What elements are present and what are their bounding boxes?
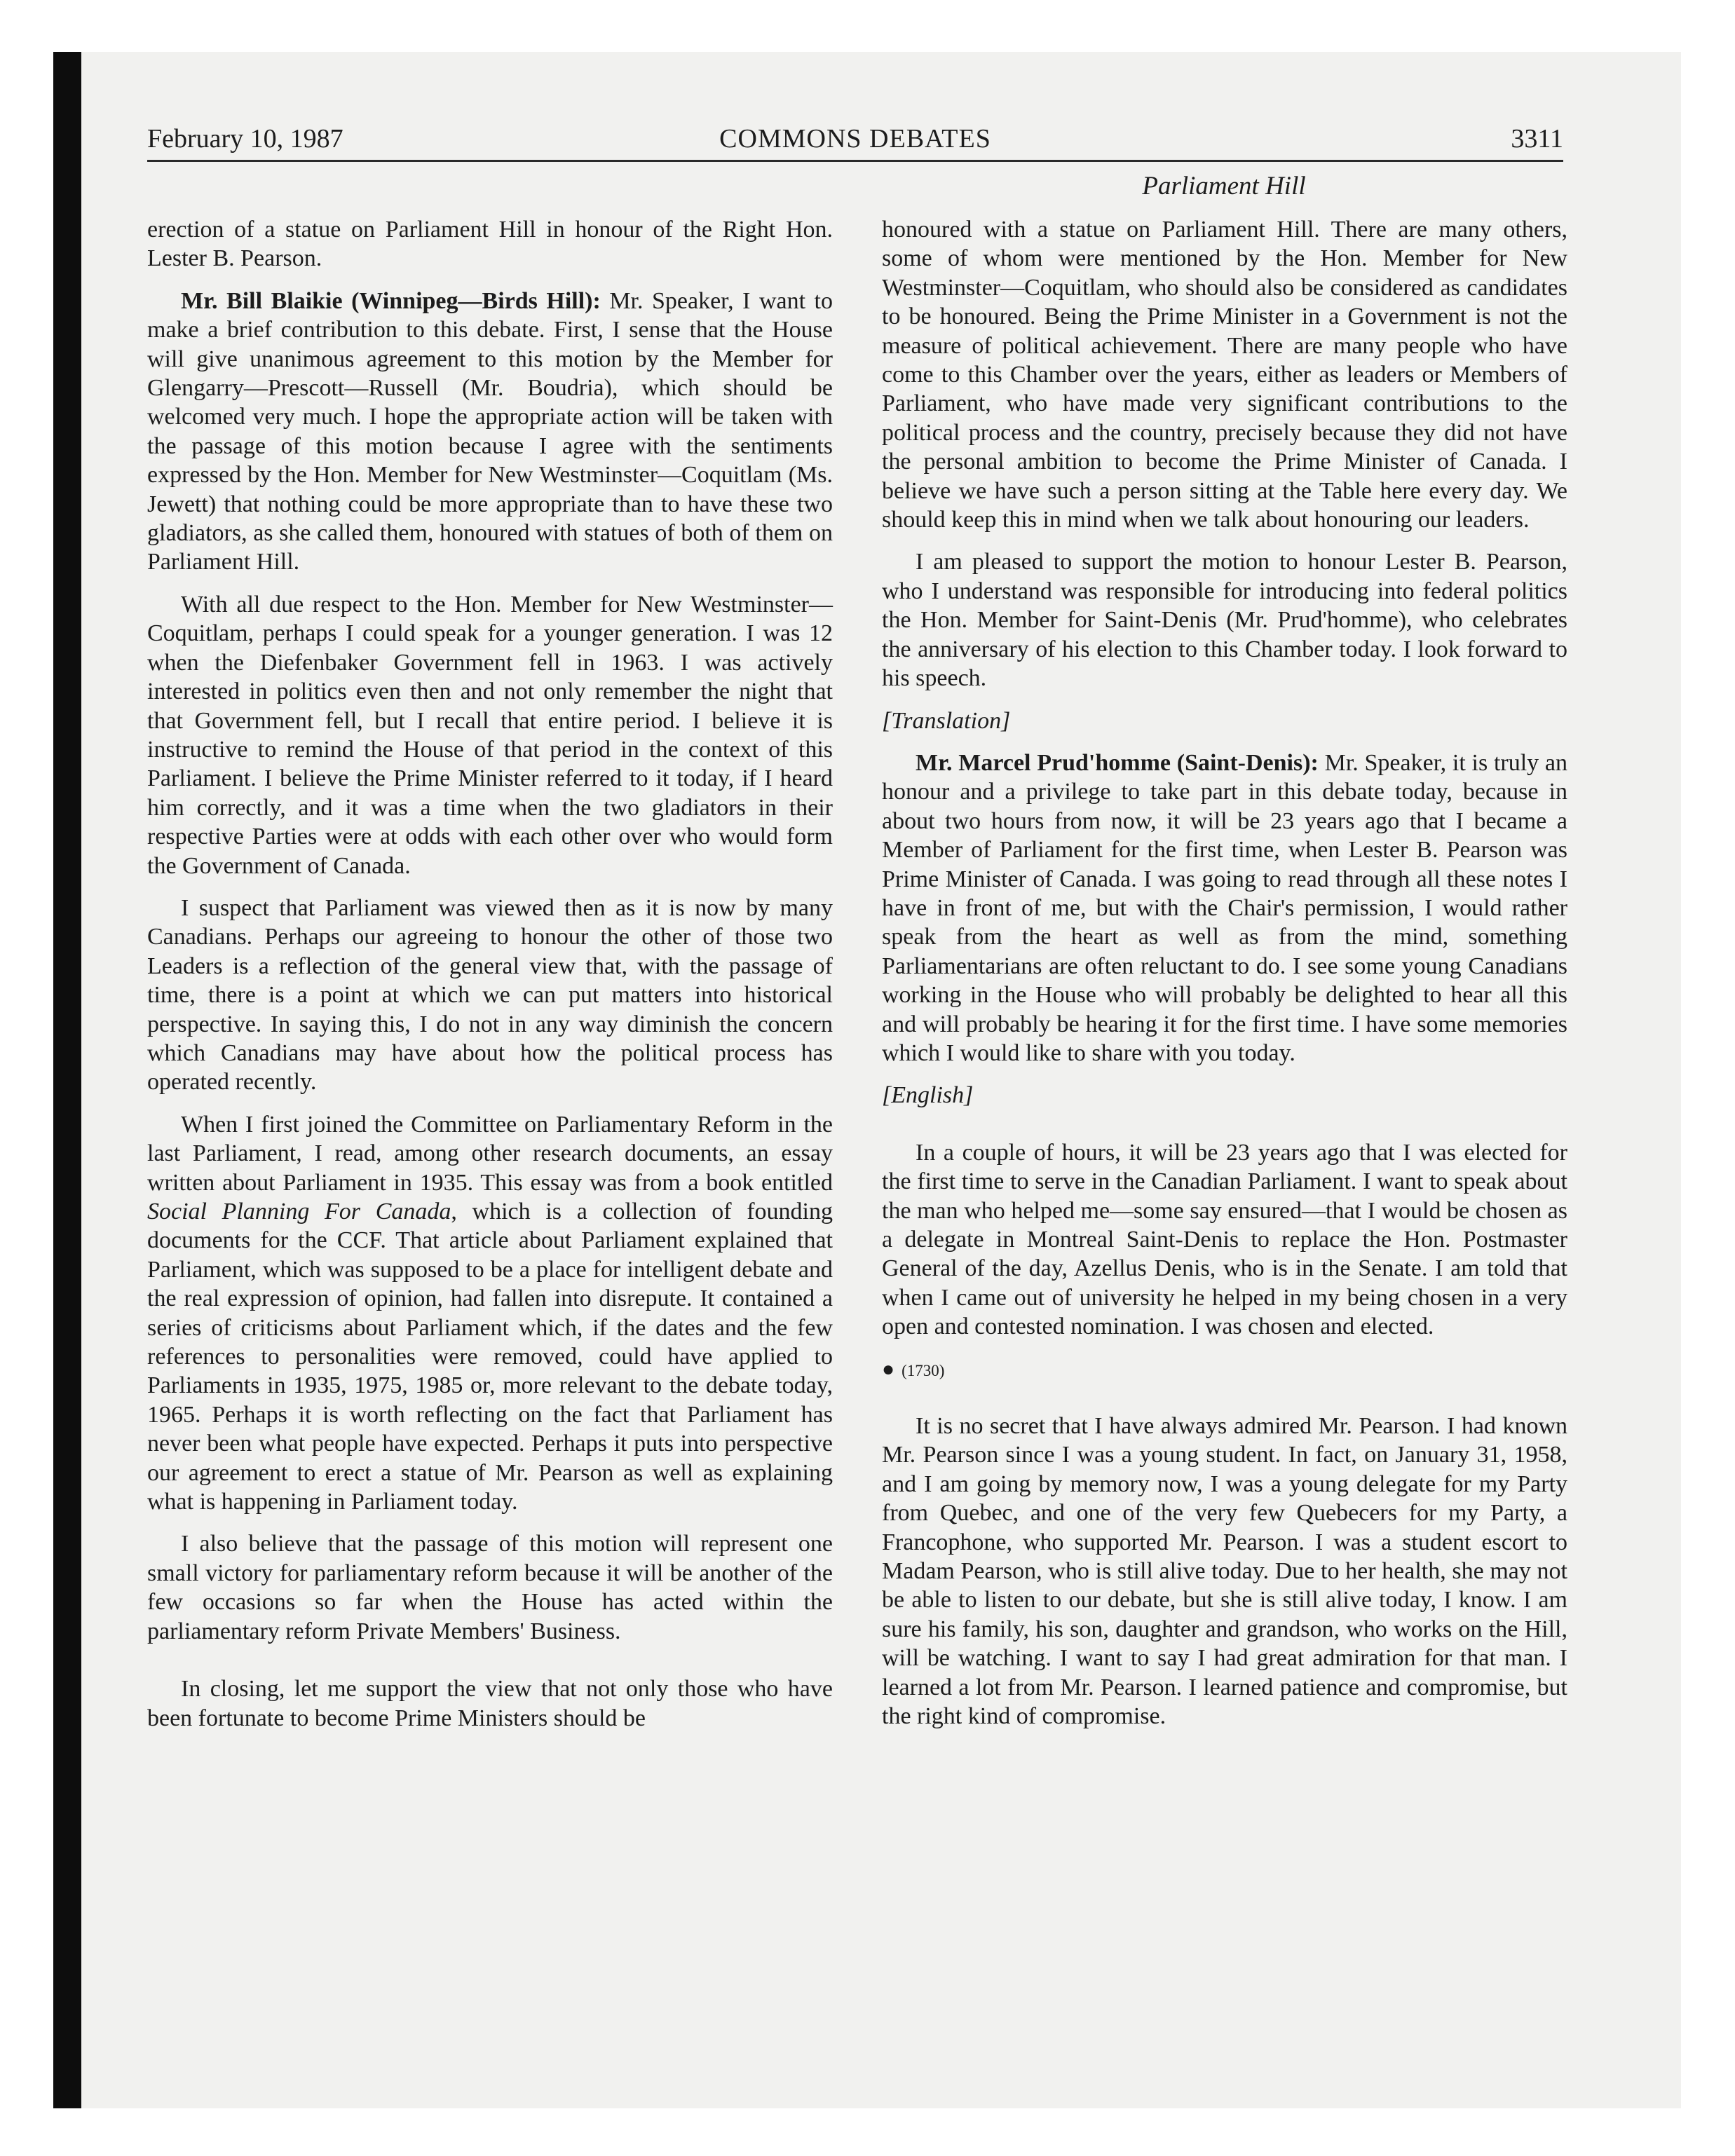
paragraph [882, 749, 1567, 1067]
speech-text: , which is a collection of founding documents for the CCF. That article about Parliament explained that Parliament, which was supposed to be a place for intelligent debate and the real expression of opinion, had fallen into disrepute. It contained a series of criticisms about Parliament which, if the dates and the few references to personalities were removed, could have applied to Parliaments in 1935, 1975, 1985 or, more relevant to the debate today, 1965. Perhaps it is worth reflecting on the fact that Parliament has never been what people have expected. Perhaps it puts into perspective our agreement to erect a statue of Mr. Pearson as well as explaining what is happening in Parliament today. [147, 1199, 833, 1515]
paragraph: honoured with a statue on Parliament Hill. There are many others, some of whom were mentioned by the Hon. Member for New Westminster—Coquitlam, who should also be considered as candidates to be honoured. Being the Prime Minister in a Government is not the measure of political achievement. There are many people who have come to this Chamber over the years, either as leaders or Members of Parliament, who have made very significant contributions to the political process and the country, precisely because they did not have the personal ambition to become the Prime Minister of Canada. I believe we have such a person sitting at the Table here every day. We should keep this in mind when we talk about honouring our leaders. [882, 217, 1567, 533]
spacer [147, 1659, 833, 1674]
header-date: February 10, 1987 [147, 124, 343, 153]
section-subheader: Parliament Hill [1142, 172, 1306, 200]
paragraph: With all due respect to the Hon. Member for New Westminster—Coquitlam, perhaps I could speak for a younger generation. I was 12 when the Diefenbaker Government fell in 1963. I was actively interested in politics even then and not only remember the night that that Government fell, but I recall that entire period. I believe it is instructive to remind the House of that period in the context of this Parliament. I believe the Prime Minister referred to it today, if I heard him correctly, and it was a time when the two gladiators in their respective Parties were at odds with each other over who would form the Government of Canada. [147, 591, 833, 879]
book-title: Social Planning For Canada [147, 1199, 451, 1224]
left-column [147, 215, 833, 1746]
bullet-icon: ● [882, 1357, 895, 1381]
header-title: COMMONS DEBATES [719, 124, 991, 153]
header-rule [147, 160, 1563, 162]
page-number: 3311 [1511, 124, 1563, 153]
page-header [147, 119, 1563, 158]
paragraph: In closing, let me support the view that not only those who have been fortunate to become Prime Ministers should be [147, 1676, 833, 1731]
paragraph [147, 287, 833, 577]
paragraph: I also believe that the passage of this motion will represent one small victory for parliamentary reform because it will be another of the few occasions so far when the House has acted within the parliamentary reform Private Members' Business. [147, 1531, 833, 1644]
paragraph [147, 1110, 833, 1517]
speaker-name: Mr. Marcel Prud'homme (Saint-Denis): [916, 749, 1319, 776]
speaker-name: Mr. Bill Blaikie (Winnipeg—Birds Hill): [181, 287, 601, 314]
paragraph: erection of a statue on Parliament Hill in honour of the Right Hon. Lester B. Pearson. [147, 217, 833, 272]
paragraph: I am pleased to support the motion to honour Lester B. Pearson, who I understand was responsible for introducing into federal politics the Hon. Member for Saint-Denis (Mr. Prud'homme), who celebrates the anniversary of his election to this Chamber today. I look forward to his speech. [882, 549, 1567, 692]
speech-text: Mr. Speaker, it is truly an honour and a privilege to take part in this debate today, because in about two hours from now, it will be 23 years ago that I became a Member of Parliament for the first time, when Lester B. Pearson was Prime Minister of Canada. I was going to read through all these notes I have in front of me, but with the Chair's permission, I would rather speak from the heart as well as from the mind, something Parliamentarians are often reluctant to do. I see some young Canadians working in the House who will probably be delighted to hear all this and will probably be hearing it for the first time. I have some memories which I would like to share with you today. [882, 749, 1567, 1066]
timestamp-text: (1730) [901, 1361, 945, 1379]
english-tag: [English] [882, 1082, 974, 1109]
scan-border [53, 52, 81, 2108]
speech-text: When I first joined the Committee on Parliamentary Reform in the last Parliament, I read, among other research documents, an essay written about Parliament in 1935. This essay was from a book entitled [147, 1111, 833, 1196]
paragraph: I suspect that Parliament was viewed then as it is now by many Canadians. Perhaps our agreeing to honour the other of those two Leaders is a reflection of the general view that, with the passage of time, there is a point at which we can put matters into historical perspective. In saying this, I do not in any way diminish the concern which Canadians may have about how the political process has operated recently. [147, 894, 833, 1096]
speech-text: Mr. Speaker, I want to make a brief contribution to this debate. First, I sense that the House will give unanimous agreement to this motion by the Member for Glengarry—Prescott—Russell (Mr. Boudria), which should be welcomed very much. I hope the appropriate action will be taken with the passage of this motion because I agree with the sentiments expressed by the Hon. Member for New Westminster—Coquitlam (Ms. Jewett) that nothing could be more appropriate than to have these two gladiators, as she called them, honoured with statues of both of them on Parliament Hill. [147, 287, 833, 575]
timestamp [882, 1355, 1567, 1385]
paragraph: In a couple of hours, it will be 23 years ago that I was elected for the first time to serve in the Canadian Parliament. I want to speak about the man who helped me—some say ensured—that I would be chosen as a delegate in Montreal Saint-Denis to replace the Hon. Postmaster General of the day, Azellus Denis, who is in the Senate. I am told that when I came out of university he helped in my being chosen in a very open and contested nomination. I was chosen and elected. [882, 1139, 1567, 1340]
translation-tag: [Translation] [882, 707, 1011, 734]
paragraph: It is no secret that I have always admired Mr. Pearson. I had known Mr. Pearson since I was a young student. In fact, on January 31, 1958, and I am going by memory now, I was a young delegate for my Party from Quebec, and one of the very few Quebecers for my Party, a Francophone, who supported Mr. Pearson. I was a student escort to Madam Pearson, who is still alive today. Due to her health, she may not be able to listen to our debate, but she is still alive today, I know. I am sure his family, his son, daughter and grandson, who works on the Hill, will be watching. I want to say I had great admiration for that man. I learned a lot from Mr. Pearson. I learned patience and compromise, but the right kind of compromise. [882, 1413, 1567, 1730]
right-column [882, 215, 1567, 1745]
